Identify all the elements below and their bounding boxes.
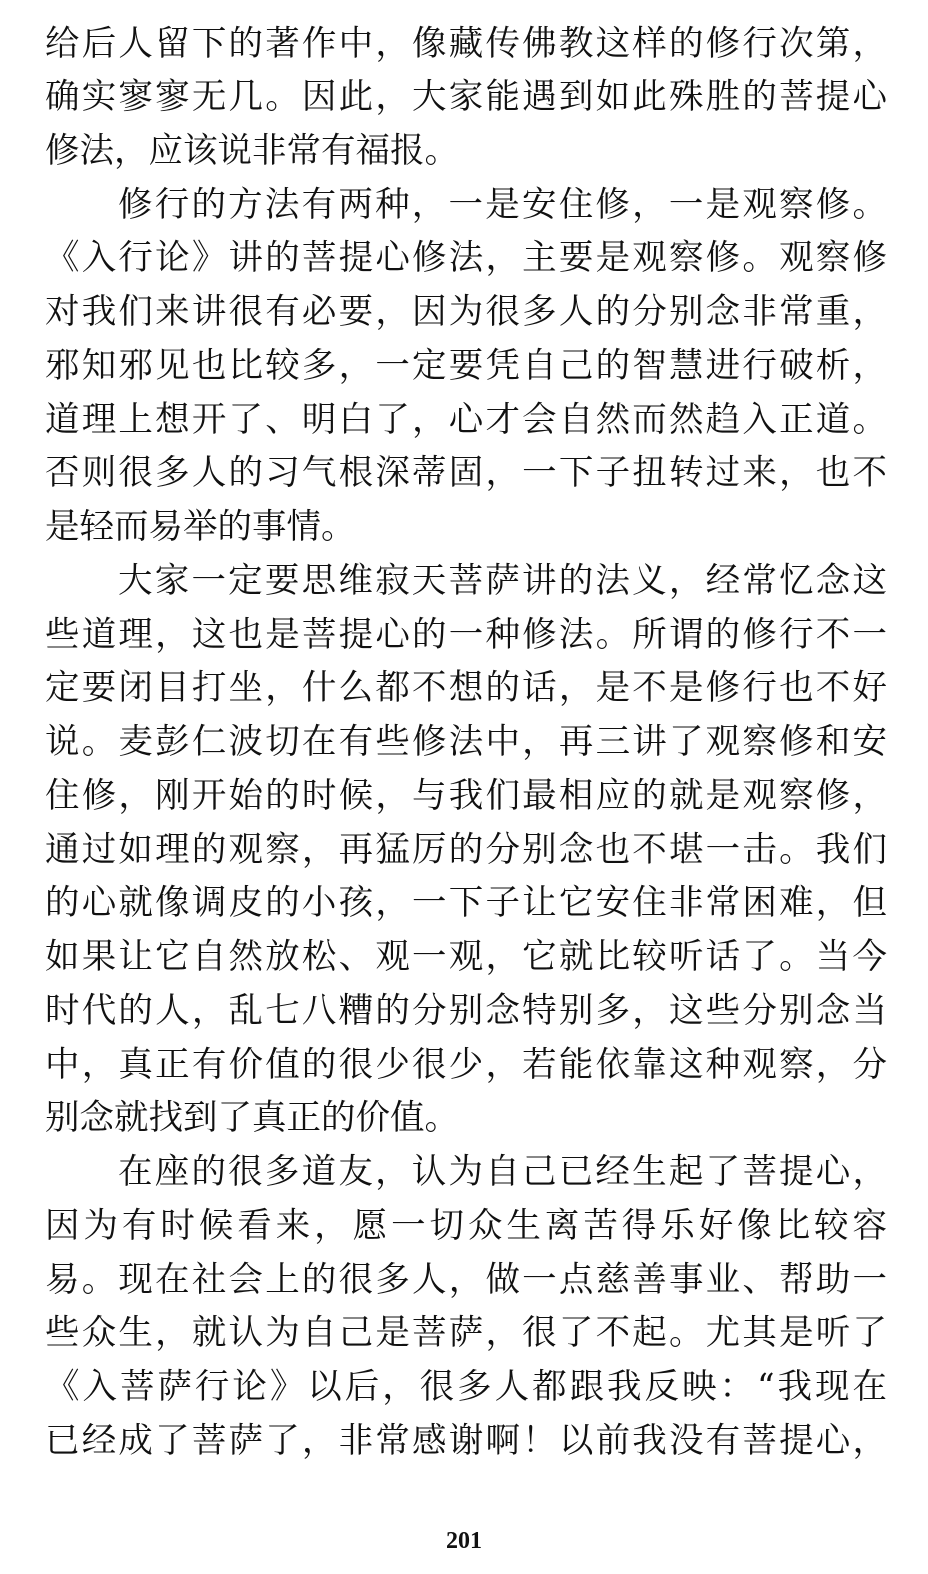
text-line: 易。现在社会上的很多人，做一点慈善事业、帮助一 <box>45 1260 887 1300</box>
text-line: 时代的人，乱七八糟的分别念特别多，这些分别念当 <box>45 991 887 1031</box>
page-number: 201 <box>446 1528 482 1554</box>
text-line: 道理上想开了、明白了，心才会自然而然趋入正道。 <box>45 400 887 440</box>
text-line: 因为有时候看来，愿一切众生离苦得乐好像比较容 <box>45 1206 887 1246</box>
paragraph-first-line: 在座的很多道友，认为自己已经生起了菩提心， <box>118 1152 887 1192</box>
text-line: 给后人留下的著作中，像藏传佛教这样的修行次第， <box>45 24 887 64</box>
text-line: 是轻而易举的事情。 <box>45 507 356 547</box>
text-line: 《入菩萨行论》以后，很多人都跟我反映：“我现在 <box>45 1367 887 1407</box>
text-line: 的心就像调皮的小孩，一下子让它安住非常困难，但 <box>45 883 887 923</box>
text-line: 些众生，就认为自己是菩萨，很了不起。尤其是听了 <box>45 1313 887 1353</box>
text-line: 通过如理的观察，再猛厉的分别念也不堪一击。我们 <box>45 830 887 870</box>
text-line: 对我们来讲很有必要，因为很多人的分别念非常重， <box>45 292 887 332</box>
text-line: 确实寥寥无几。因此，大家能遇到如此殊胜的菩提心 <box>45 77 887 117</box>
text-line: 别念就找到了真正的价值。 <box>45 1098 459 1138</box>
text-line: 中，真正有价值的很少很少，若能依靠这种观察，分 <box>45 1045 887 1085</box>
text-line: 说。麦彭仁波切在有些修法中，再三讲了观察修和安 <box>45 722 887 762</box>
paragraph-first-line: 大家一定要思维寂天菩萨讲的法义，经常忆念这 <box>118 561 887 601</box>
text-line: 否则很多人的习气根深蒂固，一下子扭转过来，也不 <box>45 453 887 493</box>
text-line: 邪知邪见也比较多，一定要凭自己的智慧进行破析， <box>45 346 887 386</box>
text-line: 已经成了菩萨了，非常感谢啊！以前我没有菩提心， <box>45 1421 887 1461</box>
text-line: 定要闭目打坐，什么都不想的话，是不是修行也不好 <box>45 668 887 708</box>
text-line: 修法，应该说非常有福报。 <box>45 131 459 171</box>
text-line: 些道理，这也是菩提心的一种修法。所谓的修行不一 <box>45 615 887 655</box>
text-line: 《入行论》讲的菩提心修法，主要是观察修。观察修 <box>45 238 887 278</box>
text-line: 如果让它自然放松、观一观，它就比较听话了。当今 <box>45 937 887 977</box>
paragraph-first-line: 修行的方法有两种，一是安住修，一是观察修。 <box>118 185 887 225</box>
text-line: 住修，刚开始的时候，与我们最相应的就是观察修， <box>45 776 887 816</box>
